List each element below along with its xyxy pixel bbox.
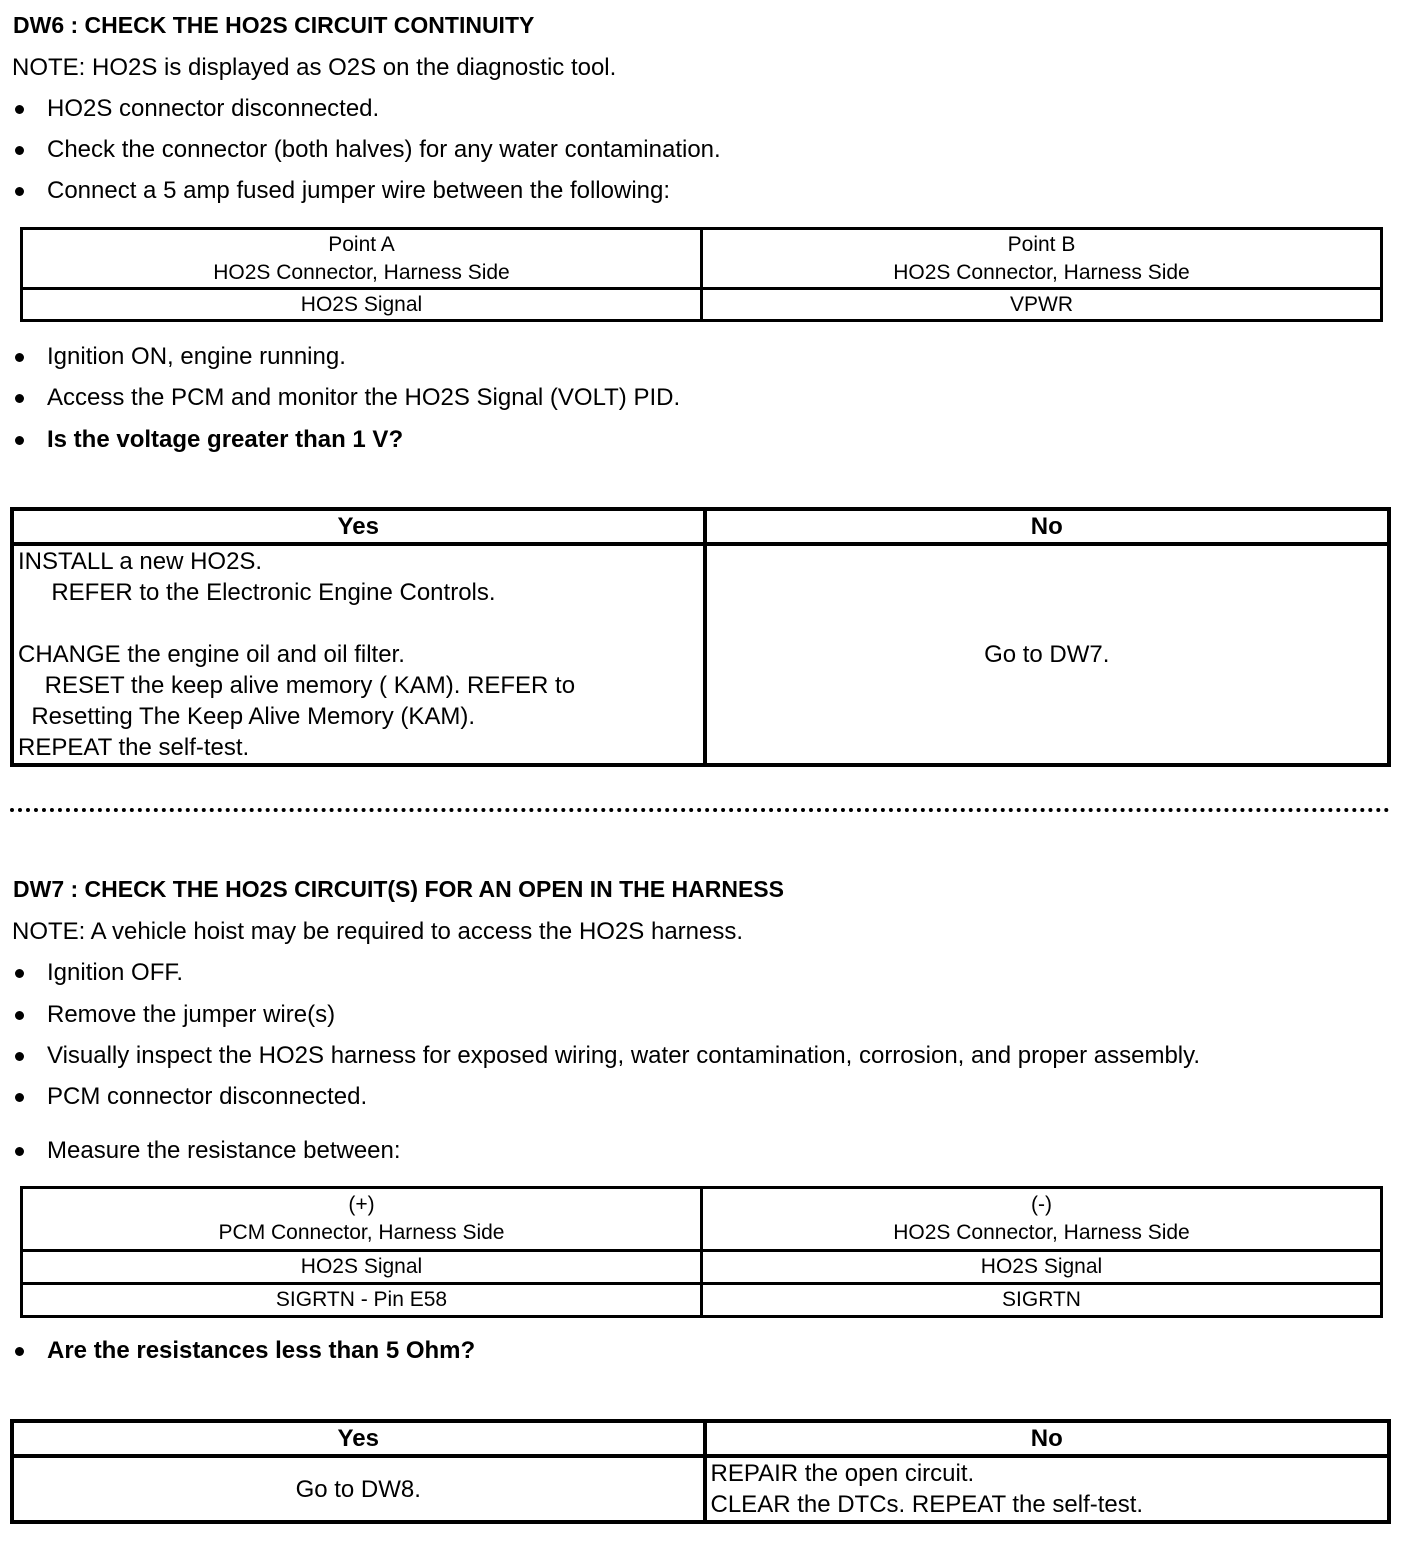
list-item: PCM connector disconnected. xyxy=(12,1083,367,1111)
no-cell: Go to DW7. xyxy=(705,544,1390,765)
section-divider xyxy=(10,808,1390,816)
dw7-title: DW7 : CHECK THE HO2S CIRCUIT(S) FOR AN OPEN IN THE HARNESS xyxy=(13,876,784,902)
table-cell: VPWR xyxy=(702,289,1382,321)
dw6-note: NOTE: HO2S is displayed as O2S on the diagnostic tool. xyxy=(12,54,617,81)
table-row xyxy=(12,509,1389,544)
table-cell: HO2S Signal xyxy=(22,289,702,321)
bullet-icon xyxy=(15,105,24,114)
no-header: No xyxy=(705,1421,1390,1456)
no-cell: REPAIR the open circuit. CLEAR the DTCs. REPEAT the self-test. xyxy=(705,1456,1390,1522)
bullet-icon xyxy=(15,394,24,403)
table-row xyxy=(22,289,1382,321)
bullet-icon xyxy=(15,1093,24,1102)
table-row xyxy=(22,1188,1382,1251)
dw6-jumper-table xyxy=(20,227,1383,322)
table-cell: HO2S Signal xyxy=(22,1251,702,1284)
yes-header: Yes xyxy=(12,509,705,544)
table-row xyxy=(12,1421,1389,1456)
bullet-icon xyxy=(15,353,24,362)
table-row xyxy=(22,229,1382,289)
dw6-title: DW6 : CHECK THE HO2S CIRCUIT CONTINUITY xyxy=(13,12,535,38)
bullet-icon xyxy=(15,1347,24,1356)
table-header-cell: (-) HO2S Connector, Harness Side xyxy=(702,1188,1382,1251)
table-row xyxy=(22,1251,1382,1284)
dw7-note: NOTE: A vehicle hoist may be required to access the HO2S harness. xyxy=(12,918,744,945)
list-item: Ignition OFF. xyxy=(12,959,183,987)
list-item: Measure the resistance between: xyxy=(12,1137,401,1165)
table-row xyxy=(12,544,1389,765)
table-cell: SIGRTN - Pin E58 xyxy=(22,1284,702,1317)
table-header-cell: Point A HO2S Connector, Harness Side xyxy=(22,229,702,289)
list-item: Ignition ON, engine running. xyxy=(12,343,346,371)
list-item: Access the PCM and monitor the HO2S Signal (VOLT) PID. xyxy=(12,384,680,412)
bullet-icon xyxy=(15,1052,24,1061)
table-row xyxy=(22,1284,1382,1317)
table-row xyxy=(12,1456,1389,1522)
dw6-result-table xyxy=(10,507,1391,767)
yes-cell: Go to DW8. xyxy=(12,1456,705,1522)
dw7-result-table xyxy=(10,1419,1391,1524)
bullet-icon xyxy=(15,1011,24,1020)
list-item: Remove the jumper wire(s) xyxy=(12,1001,335,1029)
list-item: Connect a 5 amp fused jumper wire between the following: xyxy=(12,177,670,205)
bullet-icon xyxy=(15,436,24,445)
yes-header: Yes xyxy=(12,1421,705,1456)
list-item: HO2S connector disconnected. xyxy=(12,95,379,123)
table-cell: HO2S Signal xyxy=(702,1251,1382,1284)
table-header-cell: Point B HO2S Connector, Harness Side xyxy=(702,229,1382,289)
list-item: Visually inspect the HO2S harness for exposed wiring, water contamination, corrosion, and proper assembly. xyxy=(12,1042,1200,1070)
bullet-icon xyxy=(15,969,24,978)
list-item: Check the connector (both halves) for any water contamination. xyxy=(12,136,721,164)
bullet-icon xyxy=(15,1147,24,1156)
bullet-icon xyxy=(15,187,24,196)
table-header-cell: (+) PCM Connector, Harness Side xyxy=(22,1188,702,1251)
dw7-question: Are the resistances less than 5 Ohm? xyxy=(12,1337,475,1365)
bullet-icon xyxy=(15,146,24,155)
table-cell: SIGRTN xyxy=(702,1284,1382,1317)
dw6-question: Is the voltage greater than 1 V? xyxy=(12,426,403,454)
dw7-resistance-table xyxy=(20,1186,1383,1318)
no-header: No xyxy=(705,509,1390,544)
yes-cell: INSTALL a new HO2S. REFER to the Electronic Engine Controls. CHANGE the engine oil and oil filter. RESET the keep alive memory ( KAM). REFER to Resetting The Keep Alive Memory (KAM). REPEAT the self-test. xyxy=(12,544,705,765)
